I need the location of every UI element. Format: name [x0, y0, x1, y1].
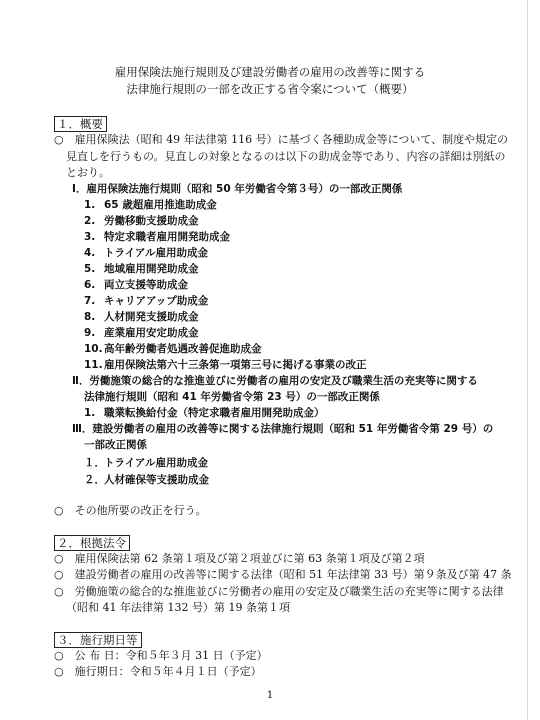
title-line-2: 法律施行規則の一部を改正する省令案について（概要）: [126, 82, 414, 96]
group-ii-title-line2: 法律施行規則（昭和 41 年労働省令第 23 号）の一部改正関係: [84, 391, 380, 403]
group-i-item: 2. 労働移動支援助成金: [84, 215, 199, 227]
group-i-item: 11.雇用保険法第六十三条第一項第三号に掲げる事業の改正: [84, 359, 367, 371]
group-iii-title-line1: Ⅲ．建設労働者の雇用の改善等に関する法律施行規則（昭和 51 年労働省令第 29 号）の: [72, 423, 494, 435]
group-iii-item: １．トライアル雇用助成金: [84, 457, 208, 469]
group-ii-item: 1. 職業転換給付金（特定求職者雇用開発助成金）: [84, 407, 325, 419]
group-i-item: 8. 人材開発支援助成金: [84, 311, 199, 323]
section2-line3: ○ 労働施策の総合的な推進並びに労働者の雇用の安定及び職業生活の充実等に関する法律: [54, 585, 504, 598]
section1-other-line: ○ その他所要の改正を行う。: [54, 504, 207, 517]
section2-line2: ○ 建設労働者の雇用の改善等に関する法律（昭和 51 年法律第 33 号）第９条及び第 47 条: [54, 568, 512, 581]
group-i-item: 5. 地域雇用開発助成金: [84, 263, 199, 275]
group-iii-title-line2: 一部改正関係: [84, 439, 147, 451]
section2-line4: （昭和 41 年法律第 132 号）第 19 条第１項: [66, 601, 290, 614]
section2-line1: ○ 雇用保険法第 62 条第１項及び第２項並びに第 63 条第１項及び第２項: [54, 552, 425, 565]
section3-line1: ○ 公 布 日：令和５年３月 31 日（予定）: [54, 649, 268, 662]
section2-heading: ２．根拠法令: [54, 535, 130, 551]
section1-heading: １．概要: [54, 116, 107, 132]
group-iii-item: ２．人材確保等支援助成金: [84, 474, 209, 486]
group-i-item: 7. キャリアアップ助成金: [84, 295, 209, 307]
section3-heading: ３．施行期日等: [54, 632, 142, 648]
page-number: 1: [266, 690, 274, 701]
group-i-item: 6. 両立支援等助成金: [84, 279, 188, 291]
page-edge-line: [527, 0, 528, 720]
group-i-item: 1. 65 歳超雇用推進助成金: [84, 199, 217, 211]
group-i-item: 4. トライアル雇用助成金: [84, 247, 208, 259]
section3-line2: ○ 施行期日：令和５年４月１日（予定）: [54, 665, 262, 678]
title-line-1: 雇用保険法施行規則及び建設労働者の雇用の改善等に関する: [114, 65, 426, 79]
section1-intro-line3: とおり。: [66, 166, 110, 179]
section1-intro-line1: ○ 雇用保険法（昭和 49 年法律第 116 号）に基づく各種助成金等について、制度や規定の: [54, 133, 509, 146]
section1-intro-line2: 見直しを行うもの。見直しの対象となるのは以下の助成金等であり、内容の詳細は別紙の: [66, 150, 506, 163]
group-ii-title-line1: Ⅱ．労働施策の総合的な推進並びに労働者の雇用の安定及び職業生活の充実等に関する: [72, 375, 478, 387]
group-i-title: Ⅰ．雇用保険法施行規則（昭和 50 年労働省令第３号）の一部改正関係: [72, 183, 403, 195]
group-i-item: 3. 特定求職者雇用開発助成金: [84, 231, 230, 243]
group-i-item: 10.高年齢労働者処遇改善促進助成金: [84, 343, 262, 355]
group-i-item: 9. 産業雇用安定助成金: [84, 327, 199, 339]
